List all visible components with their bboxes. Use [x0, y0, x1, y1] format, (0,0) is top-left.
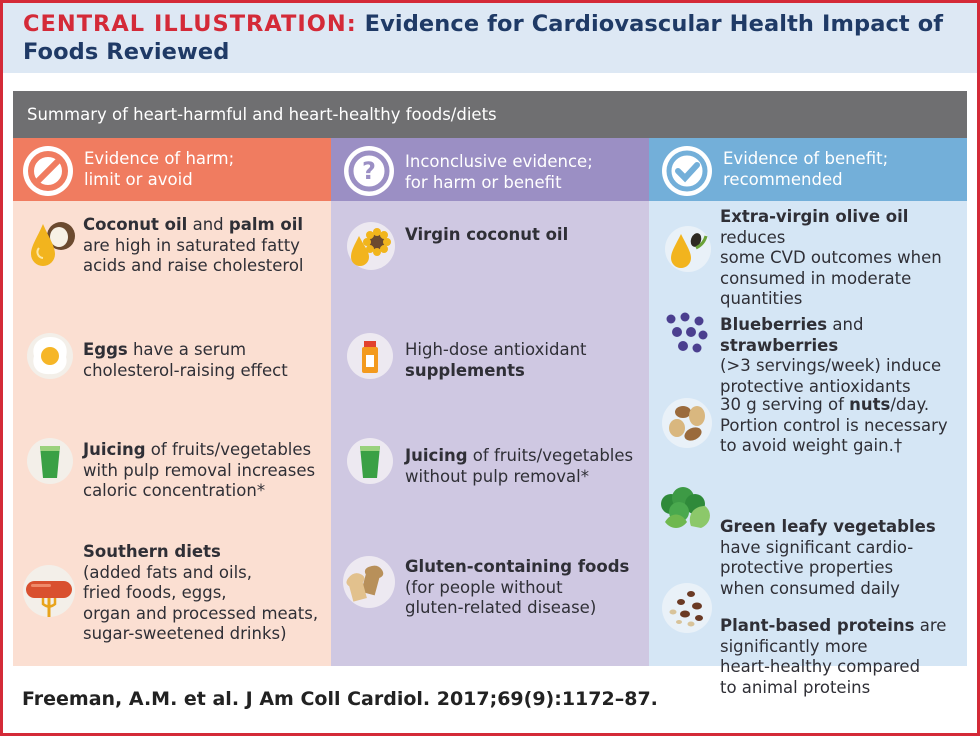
item-line: gluten-related disease)	[405, 598, 597, 617]
list-item	[720, 207, 967, 310]
item-bold: Juicing	[405, 446, 468, 465]
item-line: when consumed daily	[720, 578, 900, 598]
item-bold: strawberries	[720, 335, 839, 355]
item-bold: Virgin coconut oil	[405, 225, 569, 244]
benefit-header-line2: recommended	[723, 170, 843, 189]
harm-header-line1: Evidence of harm;	[84, 149, 235, 168]
item-bold: Southern diets	[83, 542, 221, 561]
list-item	[83, 215, 304, 277]
list-item	[405, 557, 629, 619]
inconclusive-header-line1: Inconclusive evidence;	[405, 152, 593, 171]
benefit-header-line1: Evidence of benefit;	[723, 149, 889, 168]
list-item	[405, 340, 587, 381]
harm-column	[13, 138, 331, 666]
item-line: are high in saturated fatty	[83, 235, 300, 255]
item-bold: Extra-virgin olive oil	[720, 207, 909, 226]
page-title	[23, 10, 977, 66]
egg-icon	[25, 331, 75, 385]
list-item	[720, 395, 948, 457]
item-text: of fruits/vegetables	[472, 446, 634, 465]
item-line: to avoid weight gain.†	[720, 436, 903, 455]
item-line: without pulp removal*	[405, 466, 589, 486]
beans-icon	[661, 582, 713, 638]
prohibited-icon	[23, 146, 73, 196]
benefit-column-header	[649, 138, 967, 201]
item-text: are	[919, 616, 947, 635]
bread-icon	[341, 554, 397, 614]
item-bold: nuts	[849, 395, 891, 414]
item-text: /day.	[890, 395, 930, 414]
list-item	[405, 225, 568, 246]
item-line: cholesterol-raising effect	[83, 360, 288, 380]
item-line: have significant cardio-	[720, 537, 914, 557]
item-line: (for people without	[405, 577, 563, 597]
list-item	[405, 446, 633, 487]
item-line: heart-healthy compared	[720, 657, 921, 676]
item-line: protective antioxidants	[720, 376, 911, 396]
list-item	[83, 542, 318, 645]
item-text: reduces	[720, 227, 786, 247]
item-line: sugar-sweetened drinks)	[83, 624, 287, 643]
question-icon	[344, 146, 394, 196]
juice-glass-icon	[345, 436, 395, 490]
item-bold: Eggs	[83, 340, 128, 359]
item-line: significantly more	[720, 636, 868, 656]
item-line: caloric concentration*	[83, 481, 266, 500]
blueberries-icon	[661, 310, 711, 364]
item-bold: Gluten-containing foods	[405, 557, 630, 576]
item-line: (>3 servings/week) induce	[720, 356, 942, 375]
list-item	[83, 440, 315, 502]
benefit-column	[649, 138, 967, 697]
item-line: fried foods, eggs,	[83, 583, 227, 602]
item-bold: supplements	[405, 360, 525, 380]
item-line: some CVD outcomes when	[720, 248, 942, 267]
item-line: consumed in moderate	[720, 268, 912, 288]
list-item	[83, 340, 288, 381]
harm-column-header	[13, 138, 331, 201]
leafy-greens-icon	[657, 482, 717, 536]
inconclusive-column	[331, 138, 649, 666]
juice-glass-icon	[25, 436, 75, 490]
item-bold: Blueberries	[720, 315, 828, 334]
item-bold: Plant-based proteins	[720, 616, 915, 635]
item-line: with pulp removal increases	[83, 460, 316, 480]
item-line: Portion control is necessary	[720, 415, 948, 435]
list-item	[720, 517, 936, 599]
inconclusive-column-header	[331, 138, 649, 201]
list-item	[720, 616, 946, 698]
item-text: have a serum	[132, 340, 247, 359]
summary-panel	[13, 91, 967, 697]
item-bold: palm oil	[228, 215, 304, 234]
harm-header-line2: limit or avoid	[84, 170, 193, 189]
item-text: of fruits/vegetables	[150, 440, 312, 459]
citation: Freeman, A.M. et al. J Am Coll Cardiol. 2017;69(9):1172–87.	[22, 688, 658, 710]
item-text: High-dose antioxidant	[405, 340, 587, 359]
item-line: quantities	[720, 289, 803, 308]
item-line: acids and raise cholesterol	[83, 256, 304, 275]
item-text: 30 g serving of	[720, 395, 844, 414]
sausage-fork-icon	[21, 561, 77, 625]
nuts-icon	[661, 396, 713, 454]
summary-banner: Summary of heart-harmful and heart-healthy foods/diets	[13, 91, 967, 138]
item-bold: Juicing	[83, 440, 146, 459]
item-text: and	[192, 215, 224, 234]
title-label: CENTRAL ILLUSTRATION:	[23, 11, 357, 37]
inconclusive-header-line2: for harm or benefit	[405, 173, 562, 192]
virgin-coconut-oil-icon	[345, 220, 397, 276]
item-bold: Coconut oil	[83, 215, 188, 234]
header	[3, 3, 977, 73]
olive-oil-icon	[663, 224, 713, 278]
title-text: Evidence for Cardiovascular Health Impact of Foods Reviewed	[23, 11, 944, 65]
checkmark-icon	[662, 146, 712, 196]
item-line: protective properties	[720, 558, 894, 577]
item-text: and	[832, 315, 864, 334]
item-line: (added fats and oils,	[83, 562, 252, 582]
supplement-bottle-icon	[345, 331, 395, 385]
list-item	[720, 315, 967, 397]
item-line: to animal proteins	[720, 677, 871, 697]
svg-text:?: ?	[362, 157, 376, 185]
item-line: organ and processed meats,	[83, 603, 319, 623]
coconut-oil-icon	[25, 216, 81, 276]
item-bold: Green leafy vegetables	[720, 517, 936, 536]
